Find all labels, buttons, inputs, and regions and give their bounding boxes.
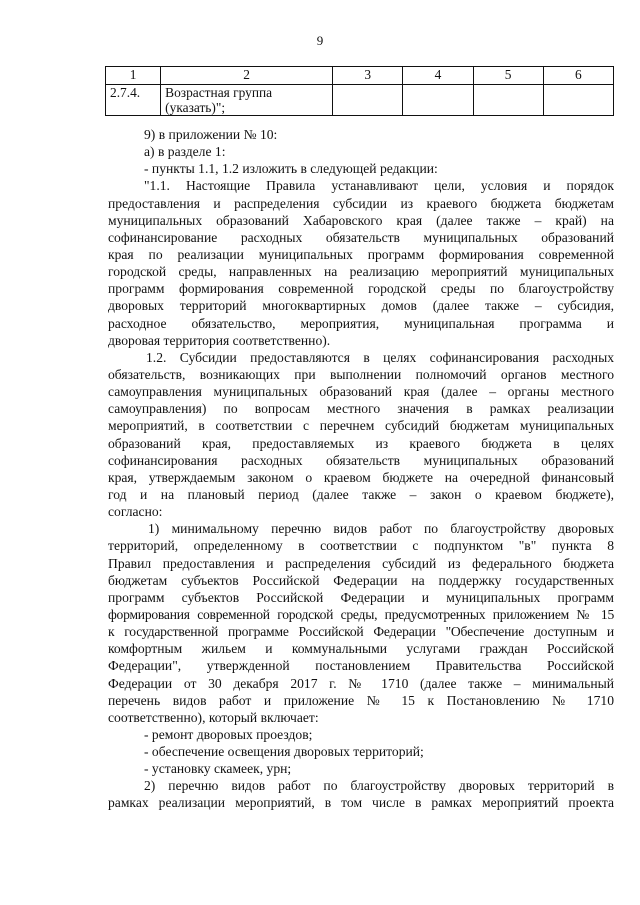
table-cell-text-line: (указать)";	[165, 100, 226, 115]
text-line: комфортным жильем и коммунальными услугами граждан Российской	[108, 641, 614, 657]
text-line: - обеспечение освещения дворовых территорий;	[144, 744, 424, 760]
text-line: предоставления и распределения субсидии из краевого бюджета бюджетам	[108, 195, 614, 211]
table-cell	[473, 85, 543, 116]
table-header-cell: 3	[333, 67, 403, 85]
table-header-cell: 2	[161, 67, 333, 85]
text-line: территорий, определенному в соответствии с подпунктом "в" пункта 8	[108, 538, 614, 554]
text-line: программ субъектов Российской Федерации и муниципальных программ	[108, 589, 614, 605]
text-line: программ формирования современной городской среды по благоустройству	[108, 281, 614, 297]
text-line: образований края, предоставляемых из краевого бюджета в целях	[108, 435, 614, 451]
table-header-cell: 6	[543, 67, 613, 85]
text-line: а) в разделе 1:	[144, 144, 226, 160]
text-line: - ремонт дворовых проездов;	[144, 726, 313, 742]
table-cell-text-line: Возрастная группа	[165, 85, 273, 100]
table-header-row	[106, 67, 614, 85]
text-line: края по реализации муниципальных программ формирования современной	[108, 246, 614, 262]
text-line: - установку скамеек, урн;	[144, 761, 292, 777]
text-line: перечень видов работ и приложение № 15 к Постановлению № 1710	[108, 692, 614, 708]
table-header-cell: 5	[473, 67, 543, 85]
table-cell	[333, 85, 403, 116]
page-number: 9	[316, 33, 324, 48]
text-line: формирования современной городской среды, предусмотренных приложением № 15	[108, 606, 614, 622]
text-line: бюджетам субъектов Российской Федерации на поддержку государственных	[108, 572, 614, 588]
text-line: дворовых территорий многоквартирных домов (далее также – субсидия,	[108, 298, 614, 314]
table-cell	[543, 85, 613, 116]
text-line: софинансирование расходных обязательств муниципальных образований	[108, 229, 614, 245]
text-line: Правил предоставления и распределения субсидий из федерального бюджета	[108, 555, 614, 571]
text-line: дворовая территория соответственно).	[108, 332, 331, 348]
table-header-cell: 1	[106, 67, 161, 85]
table-cell-description	[161, 85, 333, 116]
text-line: соответственно), который включает:	[108, 709, 319, 725]
table-row	[106, 85, 614, 116]
text-line: софинансирования расходных обязательств муниципальных образований	[108, 452, 614, 468]
text-line: к государственной программе Российской Федерации "Обеспечение доступным и	[108, 624, 614, 640]
text-line: обязательств, возникающих при выполнении полномочий органов местного	[108, 366, 614, 382]
text-line: 9) в приложении № 10:	[144, 127, 278, 142]
text-line: Федерации", утвержденной постановлением Правительства Российской	[108, 658, 614, 674]
text-line: городской среды, направленных на реализацию мероприятий муниципальных	[108, 264, 614, 280]
text-line: 1.2. Субсидии предоставляются в целях софинансирования расходных	[146, 349, 614, 365]
document-body	[108, 126, 614, 812]
text-line: "1.1. Настоящие Правила устанавливают цели, условия и порядок	[144, 178, 614, 194]
text-line: края, утверждаемым законом о краевом бюджете на очередной финансовый	[108, 469, 614, 485]
text-line: согласно:	[108, 504, 163, 520]
text-line: - пункты 1.1, 1.2 изложить в следующей редакции:	[144, 161, 438, 177]
text-line: самоуправления муниципальных образований края (далее – органы местного	[108, 384, 614, 400]
text-line: год и на плановый период (далее также – закон о краевом бюджете),	[108, 486, 614, 502]
text-line: муниципальных образований Хабаровского края (далее также – край) на	[108, 212, 614, 228]
continuation-table	[105, 66, 614, 116]
text-line: 2) перечню видов работ по благоустройству дворовых территорий в	[144, 778, 614, 794]
text-line: Федерации от 30 декабря 2017 г. № 1710 (далее также – минимальный	[108, 675, 614, 691]
text-line: рамках реализации мероприятий, в том числе в рамках мероприятий проекта	[108, 795, 614, 811]
text-line: 1) минимальному перечню видов работ по благоустройству дворовых	[148, 521, 614, 537]
table-header-cell: 4	[403, 67, 473, 85]
text-line: мероприятий, в соответствии с перечнем субсидий бюджетам муниципальных	[108, 418, 614, 434]
table-cell	[403, 85, 473, 116]
text-line: расходное обязательство, мероприятия, муниципальная программа и	[108, 315, 614, 331]
text-line: самоуправления) по вопросам местного значения в рамках реализации	[108, 401, 614, 417]
table-cell-number: 2.7.4.	[106, 85, 161, 116]
